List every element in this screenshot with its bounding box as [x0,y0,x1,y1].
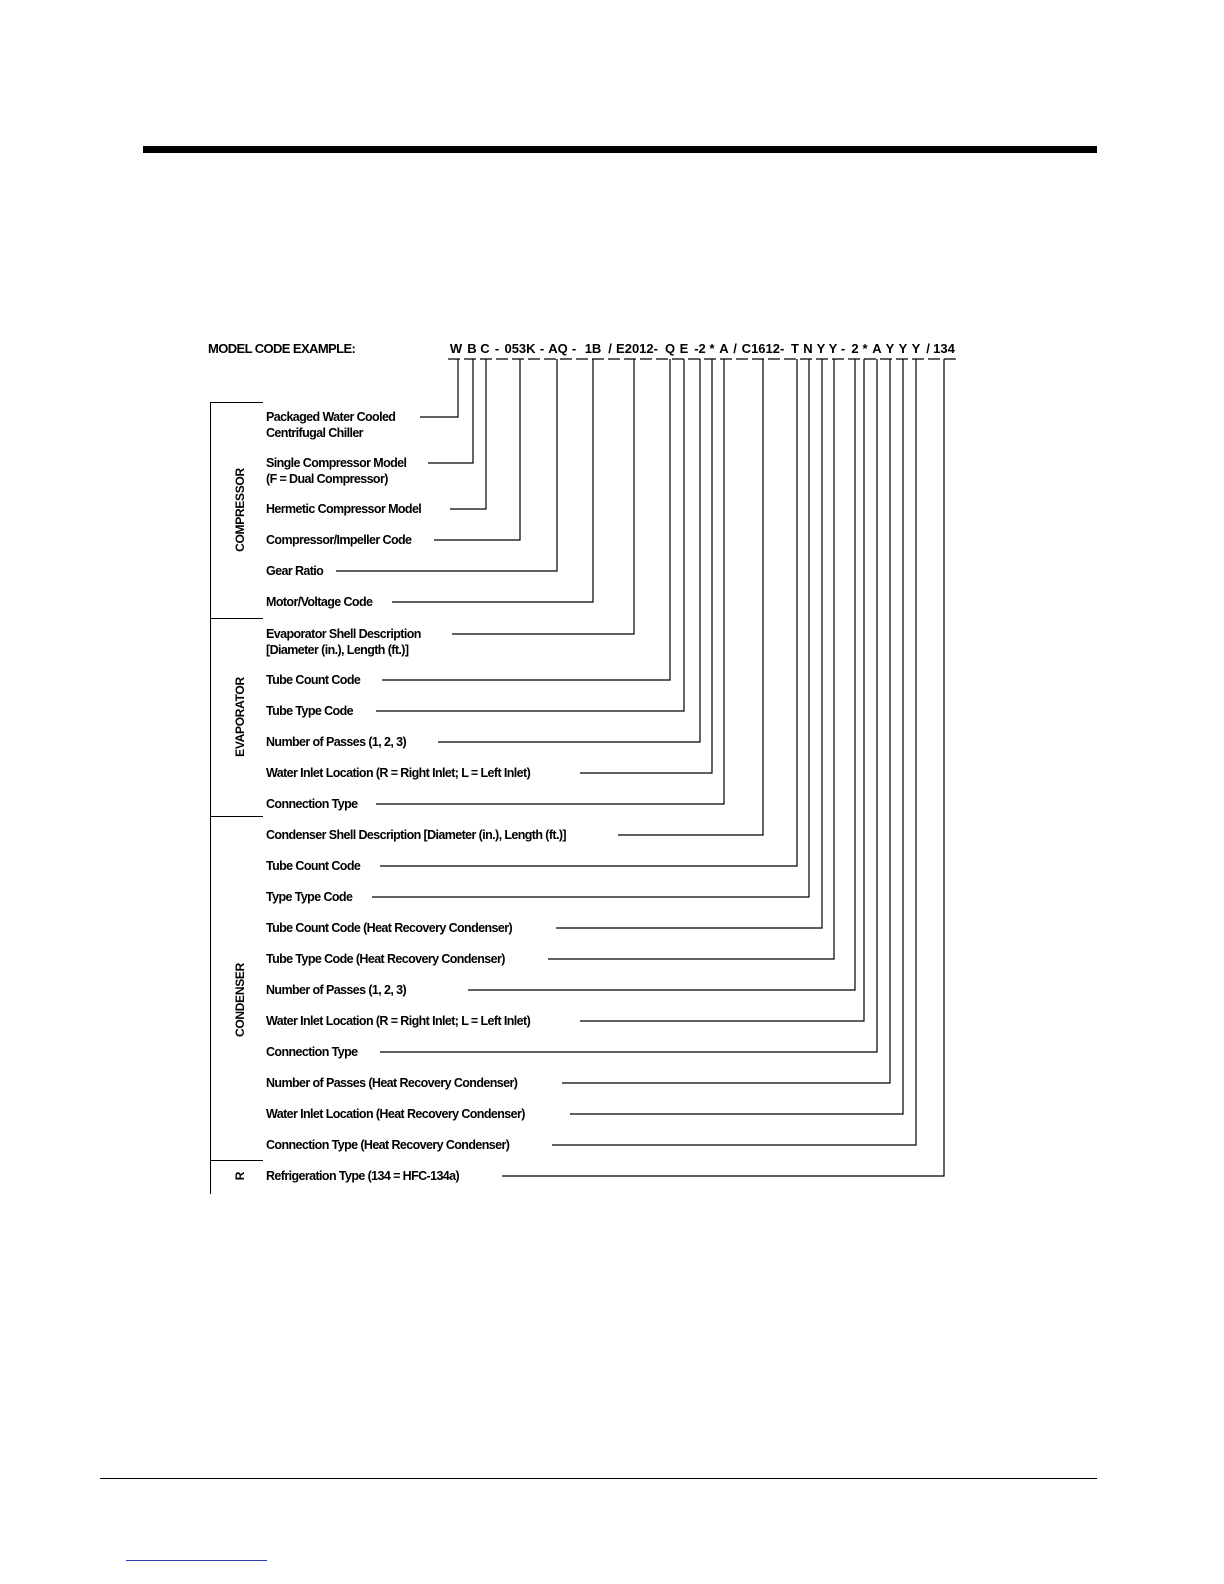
feature-label: Tube Count Code (Heat Recovery Condenser) [266,921,513,935]
leader-line [392,359,593,602]
code-token: 053K [504,341,536,356]
header-rule [143,146,1097,153]
feature-label: Connection Type (Heat Recovery Condenser) [266,1138,510,1152]
leader-line [420,359,458,417]
code-token: W [449,341,463,356]
feature-label: Tube Count Code [266,673,361,687]
feature-label: Water Inlet Location (Heat Recovery Condenser) [266,1107,525,1121]
code-token: T [791,341,799,356]
code-token: -2 [694,341,706,356]
code-token: C1612- [741,341,785,356]
code-token: Q [664,341,676,356]
section-label-condenser: CONDENSER [233,963,247,1037]
section-bracket-condenser [210,816,211,1160]
code-token: - [494,341,500,356]
feature-label: Water Inlet Location (R = Right Inlet; L = Left Inlet) [266,766,531,780]
code-token: / [733,341,737,356]
code-token: E2012- [616,341,658,356]
code-token: A [719,341,729,356]
leader-line [570,359,903,1114]
leader-line [556,359,822,928]
leader-line [376,359,724,804]
leader-line [618,359,763,835]
code-token: B [467,341,477,356]
feature-label: Number of Passes (1, 2, 3) [266,983,407,997]
model-code-example-label: MODEL CODE EXAMPLE: [208,341,356,356]
leader-line [562,359,890,1083]
feature-label: Type Type Code [266,890,353,904]
section-bracket-refrigerant [210,1160,211,1194]
feature-label: Single Compressor Model (F = Dual Compressor) [266,456,407,486]
section-bracket-evaporator [210,618,211,816]
code-token: / [608,341,612,356]
leader-line [452,359,634,634]
feature-label: Evaporator Shell Description [Diameter (in.), Length (ft.)] [266,627,421,657]
footer-rule [100,1478,1097,1479]
code-token: Y [816,341,826,356]
feature-label: Water Inlet Location (R = Right Inlet; L = Left Inlet) [266,1014,531,1028]
leader-line [580,359,864,1021]
feature-label: Gear Ratio [266,564,324,578]
code-token: 134 [933,341,955,356]
leader-line [380,359,797,866]
code-token: 2 [851,341,859,356]
feature-label: Refrigeration Type (134 = HFC-134a) [266,1169,460,1183]
code-token: A [872,341,882,356]
code-token: / [926,341,930,356]
code-token: - [840,341,846,356]
feature-label: Tube Type Code (Heat Recovery Condenser) [266,952,505,966]
code-token: - [539,341,545,356]
footer-link-underline [126,1560,267,1561]
leader-line [372,359,809,897]
leader-line [376,359,684,711]
code-token: Y [911,341,921,356]
leader-line [450,359,486,509]
feature-label: Connection Type [266,1045,358,1059]
leader-line [468,359,855,990]
code-token: - [571,341,577,356]
section-label-refrigerant: R [233,1171,247,1181]
code-token: * [862,341,868,356]
leader-line [552,359,916,1145]
section-label-compressor: COMPRESSOR [233,468,247,552]
code-token: E [679,341,689,356]
code-token: Y [885,341,895,356]
feature-label: Packaged Water Cooled Centrifugal Chiller [266,410,396,440]
leader-line [502,359,944,1176]
feature-label: Number of Passes (1, 2, 3) [266,735,407,749]
feature-label: Connection Type [266,797,358,811]
code-token: 1B [584,341,602,356]
leader-line [548,359,834,959]
section-bracket-compressor [210,402,211,618]
leader-line [580,359,712,773]
feature-label: Compressor/Impeller Code [266,533,412,547]
feature-label: Tube Count Code [266,859,361,873]
leader-line [382,359,670,680]
feature-label: Hermetic Compressor Model [266,502,422,516]
feature-label: Condenser Shell Description [Diameter (in.), Length (ft.)] [266,828,566,842]
code-token: C [480,341,490,356]
leader-line [380,359,877,1052]
leader-line [428,359,473,463]
code-token: Y [898,341,908,356]
feature-label: Tube Type Code [266,704,353,718]
code-token: N [803,341,813,356]
leader-line [434,359,520,540]
code-token: AQ [548,341,568,356]
code-token: * [709,341,715,356]
feature-label: Number of Passes (Heat Recovery Condenser) [266,1076,518,1090]
section-label-evaporator: EVAPORATOR [233,677,247,757]
leader-line [438,359,700,742]
code-token: Y [828,341,838,356]
feature-label: Motor/Voltage Code [266,595,373,609]
